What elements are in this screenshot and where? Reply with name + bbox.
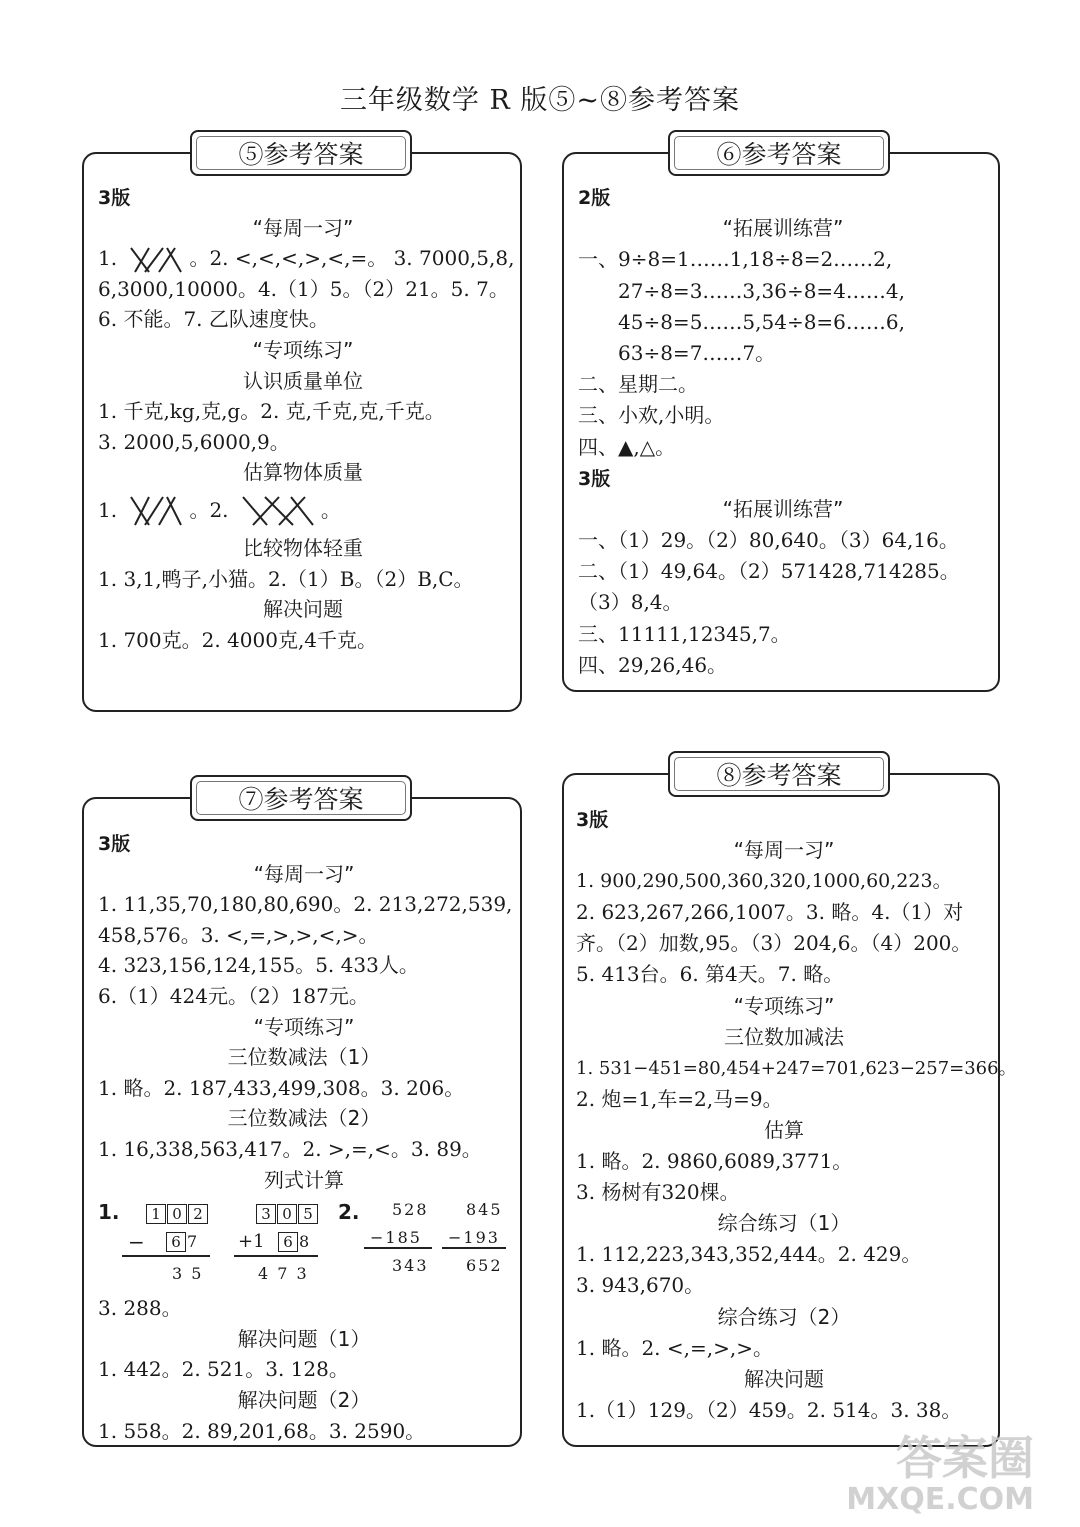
box-8-line-6: 2. 炮=1,车=2,马=9。: [576, 1086, 783, 1111]
box-5-heading-estimate: 估算物体质量: [243, 460, 363, 485]
calc-d-result: 652: [466, 1256, 503, 1276]
box-8-line-5: 1. 531−451=80,454+247=701,623−257=366。: [576, 1057, 1017, 1079]
box-7-heading-solve-2: 解决问题（2）: [237, 1387, 371, 1412]
box-8-heading-solve: 解决问题: [744, 1366, 824, 1391]
box-7-heading-special: “专项练习”: [253, 1014, 355, 1039]
box-5-heading-special: “专项练习”: [252, 337, 354, 362]
box-8-heading-practice-2: 综合练习（2）: [717, 1304, 851, 1329]
box-5-line-1: 1. 。2. <,<,<,>,<,=。 3. 7000,5,8,: [98, 243, 508, 274]
box-7-content: [98, 828, 513, 1446]
box-5-heading-compare: 比较物体轻重: [243, 535, 363, 560]
box-6-tab: [668, 130, 890, 176]
box-6-line-4: 63÷8=7……7。: [618, 340, 776, 365]
calc-a-result: 3 5: [172, 1264, 204, 1284]
calc-c-middle: −185: [370, 1228, 422, 1248]
box-7-edition: 3版: [98, 833, 131, 855]
site-watermark: [846, 1433, 1034, 1517]
box-5-line-6: 1. 。2. 。: [98, 488, 508, 533]
box-7-line-4: 6.（1）424元。（2）187元。: [98, 983, 369, 1008]
box-8-heading-add-sub: 三位数加减法: [724, 1024, 844, 1049]
box-8-line-12: 1.（1）129。（2）459。2. 514。3. 38。: [576, 1397, 962, 1422]
box-5-line-7: 1. 3,1,鸭子,小猫。2.（1）B。（2）B,C。: [98, 566, 474, 591]
box-6-line-9: 二、（1）49,64。（2）571428,714285。: [578, 559, 960, 584]
box-8-tab-label: ⑧参考答案: [716, 761, 842, 790]
calc-a-top: 1 0 2: [146, 1199, 209, 1230]
matching-lines-icon: [239, 493, 317, 529]
box-8-edition: 3版: [576, 809, 609, 831]
vertical-calculations: [98, 1195, 510, 1293]
box-8-line-8: 3. 杨树有320棵。: [576, 1180, 740, 1205]
box-7-line-2: 458,576。3. <,=,>,>,<,>。: [98, 922, 379, 947]
box-5-heading-weekly: “每周一习”: [252, 215, 354, 240]
box-6-line-2: 27÷8=3……3,36÷8=4……4,: [618, 278, 905, 303]
watermark-line-1: 答案圈: [896, 1431, 1034, 1485]
calc-a-middle: 6 7: [166, 1227, 197, 1258]
calc-label-2: 2.: [338, 1200, 360, 1225]
box-7-heading-sub-2: 三位数减法（2）: [227, 1106, 381, 1131]
calc-b-result: 4 7 3: [258, 1264, 309, 1284]
box-8-line-3: 齐。（2）加数,95。（3）204,6。（4）200。: [576, 931, 972, 956]
box-8-line-1: 1. 900,290,500,360,320,1000,60,223。: [576, 870, 952, 893]
box-5-content: [98, 182, 515, 655]
box-5-line-2: 6,3000,10000。4.（1）5。（2）21。5. 7。: [98, 276, 509, 301]
box-6-line-5: 二、星期二。: [578, 372, 698, 397]
box-8-heading-weekly: “每周一习”: [733, 838, 835, 863]
box-8-line-4: 5. 413台。6. 第4天。7. 略。: [576, 962, 844, 987]
box-6-heading-expand-1: “拓展训练营”: [722, 216, 844, 241]
calc-b-top: 3 0 5: [256, 1199, 319, 1230]
box-5-line-5: 3. 2000,5,6000,9。: [98, 429, 290, 454]
box-7-tab: [190, 775, 412, 821]
calc-label-1: 1.: [98, 1200, 120, 1225]
calc-a-operator: −: [128, 1230, 145, 1255]
box-6-tab-label: ⑥参考答案: [716, 140, 842, 169]
box-6-line-6: 三、小欢,小明。: [578, 403, 725, 428]
calc-d-top: 845: [466, 1200, 503, 1220]
box-6-line-1: 一、9÷8=1……1,18÷8=2……2,: [578, 247, 893, 272]
calc-c-top: 528: [392, 1200, 429, 1220]
box-5-tab: [190, 130, 412, 176]
box-5-line-4: 1. 千克,kg,克,g。2. 克,千克,克,千克。: [98, 399, 445, 424]
matching-lines-icon: [127, 493, 185, 529]
matching-lines-icon: [127, 244, 185, 276]
box-8-line-2: 2. 623,267,266,1007。3. 略。4.（1）对: [576, 900, 964, 925]
box-6-edition-3: 3版: [578, 467, 611, 490]
box-5-heading-mass-units: 认识质量单位: [243, 368, 363, 393]
box-8-line-7: 1. 略。2. 9860,6089,3771。: [576, 1149, 853, 1174]
box-7-tab-label: ⑦参考答案: [238, 785, 364, 814]
box-7-heading-weekly: “每周一习”: [253, 861, 355, 886]
box-8-heading-special: “专项练习”: [733, 993, 835, 1018]
box-6-line-12: 四、29,26,46。: [578, 652, 728, 677]
box-6-line-8: 一、（1）29。（2）80,640。（3）64,16。: [578, 528, 959, 553]
box-7-line-3: 4. 323,156,124,155。5. 433人。: [98, 953, 419, 978]
box-6-line-7: 四、▲,△。: [578, 434, 676, 459]
box-7-heading-column-calc: 列式计算: [264, 1167, 344, 1192]
box-7-heading-solve-1: 解决问题（1）: [237, 1326, 371, 1351]
box-7-line-5: 1. 略。2. 187,433,499,308。3. 206。: [98, 1075, 465, 1100]
box-8-line-11: 1. 略。2. <,=,>,>。: [576, 1335, 773, 1360]
box-6-line-3: 45÷8=5……5,54÷8=6……6,: [618, 309, 905, 334]
box-6-line-11: 三、11111,12345,7。: [578, 621, 791, 646]
box-6-edition-2: 2版: [578, 187, 611, 209]
box-7-heading-sub-1: 三位数减法（1）: [227, 1045, 381, 1070]
box-8-heading-estimate: 估算: [764, 1117, 804, 1142]
box-7-line-6: 1. 16,338,563,417。2. >,=,<。3. 89。: [98, 1136, 482, 1161]
calc-b-middle: 6 8: [278, 1227, 309, 1258]
box-5-tab-label: ⑤参考答案: [238, 140, 364, 169]
box-5-edition: 3版: [98, 187, 131, 209]
box-8-content: [576, 804, 1017, 1426]
watermark-line-2: MXQE.COM: [846, 1482, 1034, 1517]
box-7-line-1: 1. 11,35,70,180,80,690。2. 213,272,539,: [98, 892, 513, 917]
box-5-heading-solve: 解决问题: [263, 597, 343, 622]
box-7-line-7: 3. 288。: [98, 1296, 182, 1321]
box-6-heading-expand-2: “拓展训练营”: [722, 496, 844, 521]
calc-b-operator: +1: [238, 1231, 265, 1253]
box-8-heading-practice-1: 综合练习（1）: [717, 1211, 851, 1236]
box-7-line-8: 1. 442。2. 521。3. 128。: [98, 1357, 349, 1382]
calc-d-middle: −193: [448, 1228, 500, 1248]
box-5-line-3: 6. 不能。7. 乙队速度快。: [98, 307, 329, 332]
box-8-line-9: 1. 112,223,343,352,444。2. 429。: [576, 1242, 922, 1267]
calc-c-result: 343: [392, 1256, 429, 1276]
box-6-line-10: （3）8,4。: [578, 590, 683, 615]
box-7-line-9: 1. 558。2. 89,201,68。3. 2590。: [98, 1418, 426, 1443]
box-5-line-8: 1. 700克。2. 4000克,4千克。: [98, 627, 378, 652]
box-8-line-10: 3. 943,670。: [576, 1273, 705, 1298]
box-8-tab: [668, 751, 890, 797]
box-6-content: [578, 182, 988, 681]
page-title: 三年级数学 R 版⑤~⑧参考答案: [339, 85, 741, 116]
